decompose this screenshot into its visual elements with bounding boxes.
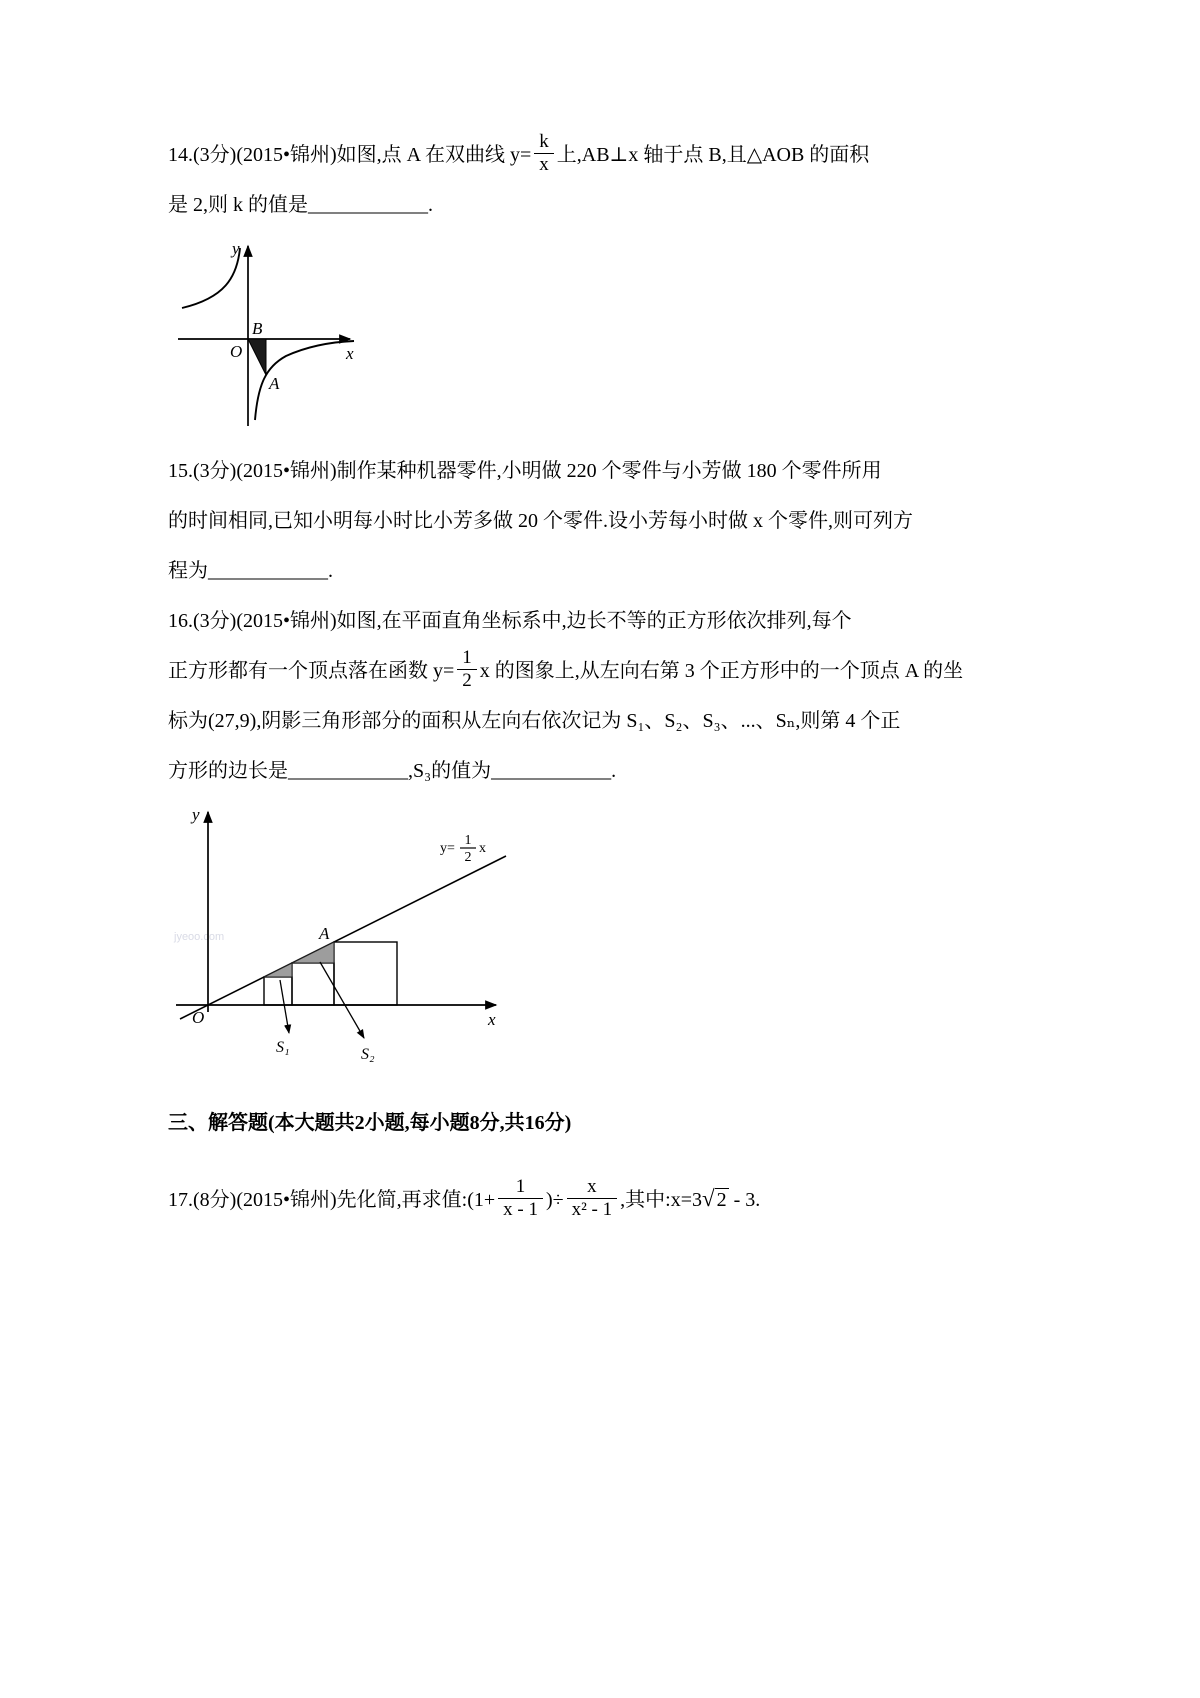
q16-line-1 [168,596,1068,646]
q17-line-1 [168,1164,1068,1235]
q17-frac1-numerator: 1 [498,1176,543,1199]
q16-frac-numerator: 1 [457,647,477,670]
q14-text-4: . [428,194,433,216]
section-3-heading-text: 三、解答题(本大题共2小题,每小题8分,共16分) [168,1112,572,1134]
q16-line-3 [168,696,1068,746]
s1-pointer-arrow [280,980,289,1033]
q16-text-7: . [611,760,617,782]
q14-frac-denominator: x [539,153,549,175]
q17-text-2: )÷ [545,1189,564,1211]
shaded-triangle-s2 [292,942,334,963]
q16-line-2 [168,646,1068,696]
q16-text-5: 方形的边长是 [168,760,288,782]
q16-frac-denominator: 2 [462,669,472,691]
s2-label: S₂ [361,1046,375,1063]
point-b-label: B [252,319,263,338]
q17-text-4: - 3. [728,1189,761,1211]
q15-text-3: 程为 [168,560,208,582]
y-axis-label: y [192,805,200,824]
x-axis-label: x [488,1010,496,1029]
q17-radical [701,1186,729,1211]
q16-figure [168,800,1068,1074]
q15-text-1: 15.(3分)(2015•锦州)制作某种机器零件,小明做 220 个零件与小芳做 180 个零件所用 [168,460,882,482]
q14-text-2: 上,AB⊥x 轴于点 B,且△AOB 的面积 [556,144,870,166]
q17-frac2-denominator: x² - 1 [571,1198,613,1220]
q16-answer-blank-1: ____________ [288,760,408,782]
q17-text-3: ,其中:x=3 [620,1189,702,1211]
q16-line-4 [168,746,1068,796]
q16-text-4: 标为(27,9),阴影三角形部分的面积从左向右依次记为 S₁、S₂、S₃、...、Sₙ,则第 4 个正 [168,710,901,732]
line-equation-frac-numerator: 1 [464,833,472,848]
q16-squares-graph [168,800,538,1068]
q14-line-1 [168,130,1068,180]
q15-line-3 [168,546,1068,596]
q16-text-3: x 的图象上,从左向右第 3 个正方形中的一个顶点 A 的坐 [479,660,964,682]
s2-pointer-arrow [320,962,364,1038]
question-14 [168,130,1068,438]
q17-fraction-1 [498,1176,543,1221]
q17-frac1-denominator: x - 1 [503,1198,538,1220]
line-equation-frac-denominator: 2 [464,850,472,865]
q14-frac-numerator: k [534,131,554,154]
shaded-triangle-s1 [264,963,292,977]
q16-answer-blank-2: ____________ [491,760,612,782]
q16-text-6: ,S₃的值为 [408,760,492,782]
section-3-heading [168,1098,1068,1148]
square-2 [292,963,334,1005]
q16-text-1: 16.(3分)(2015•锦州)如图,在平面直角坐标系中,边长不等的正方形依次排列,每个 [168,610,852,632]
q15-answer-blank: ____________ [208,560,328,582]
square-3 [334,942,397,1005]
s1-label: S₁ [276,1039,290,1056]
radical-sign: √ [701,1186,715,1211]
q17-text-1: 17.(8分)(2015•锦州)先化简,再求值:(1+ [168,1189,496,1211]
q15-text-4: . [328,560,333,582]
origin-label: O [230,342,243,361]
point-a-label: A [319,924,330,943]
origin-label: O [192,1008,205,1027]
watermark-text: jyeoo.com [174,931,225,943]
shaded-triangle-aob [248,339,266,375]
point-a-label: A [269,374,280,393]
q15-line-2 [168,496,1068,546]
q14-text-1: 14.(3分)(2015•锦州)如图,点 A 在双曲线 y= [168,144,532,166]
q15-text-2: 的时间相同,已知小明每小时比小芳多做 20 个零件.设小芳每小时做 x 个零件,则可列方 [168,510,913,532]
q15-line-1 [168,446,1068,496]
question-15 [168,446,1068,596]
q17-fraction-2 [567,1176,618,1221]
q16-text-2: 正方形都有一个顶点落在函数 y= [168,660,455,682]
square-1 [264,977,292,1005]
q16-fraction-one-half [457,647,477,692]
line-equation-suffix: x [479,841,486,856]
question-17 [168,1164,1068,1235]
radicand: 2 [716,1189,727,1211]
q14-fraction-k-over-x [534,131,554,176]
line-y-equals-half-x [180,856,506,1019]
question-16 [168,596,1068,1074]
line-equation-prefix: y= [440,841,455,856]
q14-hyperbola-graph [168,234,378,432]
q14-text-3: 是 2,则 k 的值是 [168,194,308,216]
q17-frac2-numerator: x [567,1176,618,1199]
q14-answer-blank: ____________ [308,194,428,216]
q14-line-2 [168,180,1068,230]
q14-figure [168,234,1068,438]
y-axis-label: y [232,239,240,258]
exam-page [168,130,1068,1235]
x-axis-label: x [346,344,354,363]
